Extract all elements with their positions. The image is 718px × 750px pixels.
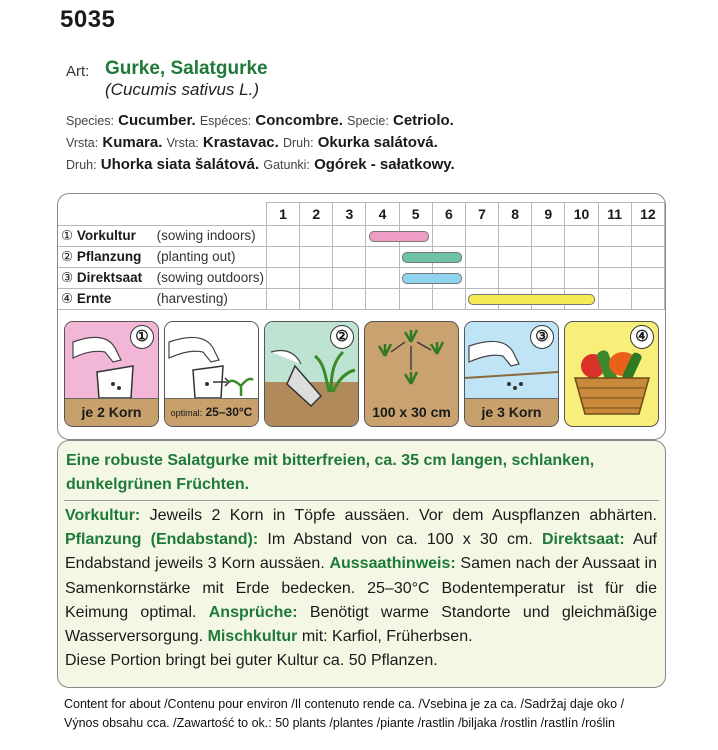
month-header: 10 [565,203,598,226]
panel-caption: 100 x 30 cm [365,399,458,426]
footer-line-2: Výnos obsahu cca. /Zawartość to ok.: 50 plants /plantes /piante /rastlin /biljaka /rostlin /rastlín /roślin [64,716,615,730]
footer-line-1: Content for about /Contenu pour environ /Il contenuto rende ca. /Vsebina je za ca. /Sadržaj daje oko / [64,697,625,711]
panel-harvest [564,321,659,427]
calendar-bar-ernte [468,294,595,305]
art-label: Art: [66,63,90,80]
panel-planting-out [264,321,359,427]
latin-name: (Cucumis sativus L.) [105,80,259,99]
plant-spacing-icon [365,322,458,399]
calendar-bar-direktsaat [402,273,462,284]
panel-sowing-indoors [64,321,159,427]
panel-caption: optimal: 25–30°C [165,398,258,426]
calendar-row-pflanzung: ② Pflanzung (planting out) [58,247,665,268]
translation-line-2: Vrsta: Kumara. Vrsta: Krastavac. Druh: Okurka salátová. [66,134,438,151]
month-header: 12 [631,203,664,226]
month-header: 6 [432,203,465,226]
month-header: 8 [499,203,532,226]
calendar-bar-pflanzung [402,252,462,263]
month-header: 3 [333,203,366,226]
month-header: 5 [399,203,432,226]
step-number-3: ③ [530,325,554,349]
description-headline: Eine robuste Salatgurke mit bitterfreien, ca. 35 cm langen, schlanken, dunkelgrünen Früchten. [66,452,595,493]
calendar-row-ernte: ④ Ernte (harvesting) [58,289,665,310]
calendar-row-direktsaat: ③ Direktsaat (sowing outdoors) [58,268,665,289]
step-number-4: ④ [630,325,654,349]
hand-seed-sprout-icon [165,322,258,399]
description-box [57,440,666,688]
month-header: 2 [300,203,333,226]
sowing-calendar [57,193,666,440]
panel-caption: je 3 Korn [465,398,558,426]
month-header: 9 [532,203,565,226]
translation-line-1: Species: Cucumber. Espéces: Concombre. Specie: Cetriolo. [66,112,454,129]
calendar-bar-vorkultur [369,231,429,242]
month-header: 7 [465,203,498,226]
translation-line-3: Druh: Uhorka siata šalátová. Gatunki: Ogórek - sałatkowy. [66,156,455,173]
panel-caption: je 2 Korn [65,398,158,426]
month-header: 11 [598,203,631,226]
step-number-1: ① [130,325,154,349]
month-header: 4 [366,203,399,226]
description-body: Vorkultur: Jeweils 2 Korn in Töpfe aussäen. Vor dem Auspflanzen abhärten. Pflanzung (Endabstand): Im Abstand von ca. 100 x 30 cm. Direktsaat: Auf Endabstand jeweils 3 Korn aussäen. Aussaathinweis: Samen nach der Aussaat in Samenkornstärke mit Erde bedecken. 25–30°C Bodentemperatur ist für die Keimung optimal. Ansprüche: Benötigt warme Standorte und gleichmäßige Wasserversorgung. Mischkultur mit: Karfiol, Früherbsen. Diese Portion bringt bei guter Kultur ca. 50 Pflanzen. [65,507,658,670]
divider [64,500,659,501]
panel-spacing [364,321,459,427]
month-header: 1 [266,203,299,226]
calendar-row-vorkultur: ① Vorkultur (sowing indoors) [58,226,665,247]
step-number-2: ② [330,325,354,349]
product-code: 5035 [60,6,116,33]
product-name: Gurke, Salatgurke [105,58,268,79]
panel-direct-sowing [464,321,559,427]
panel-germination [164,321,259,427]
